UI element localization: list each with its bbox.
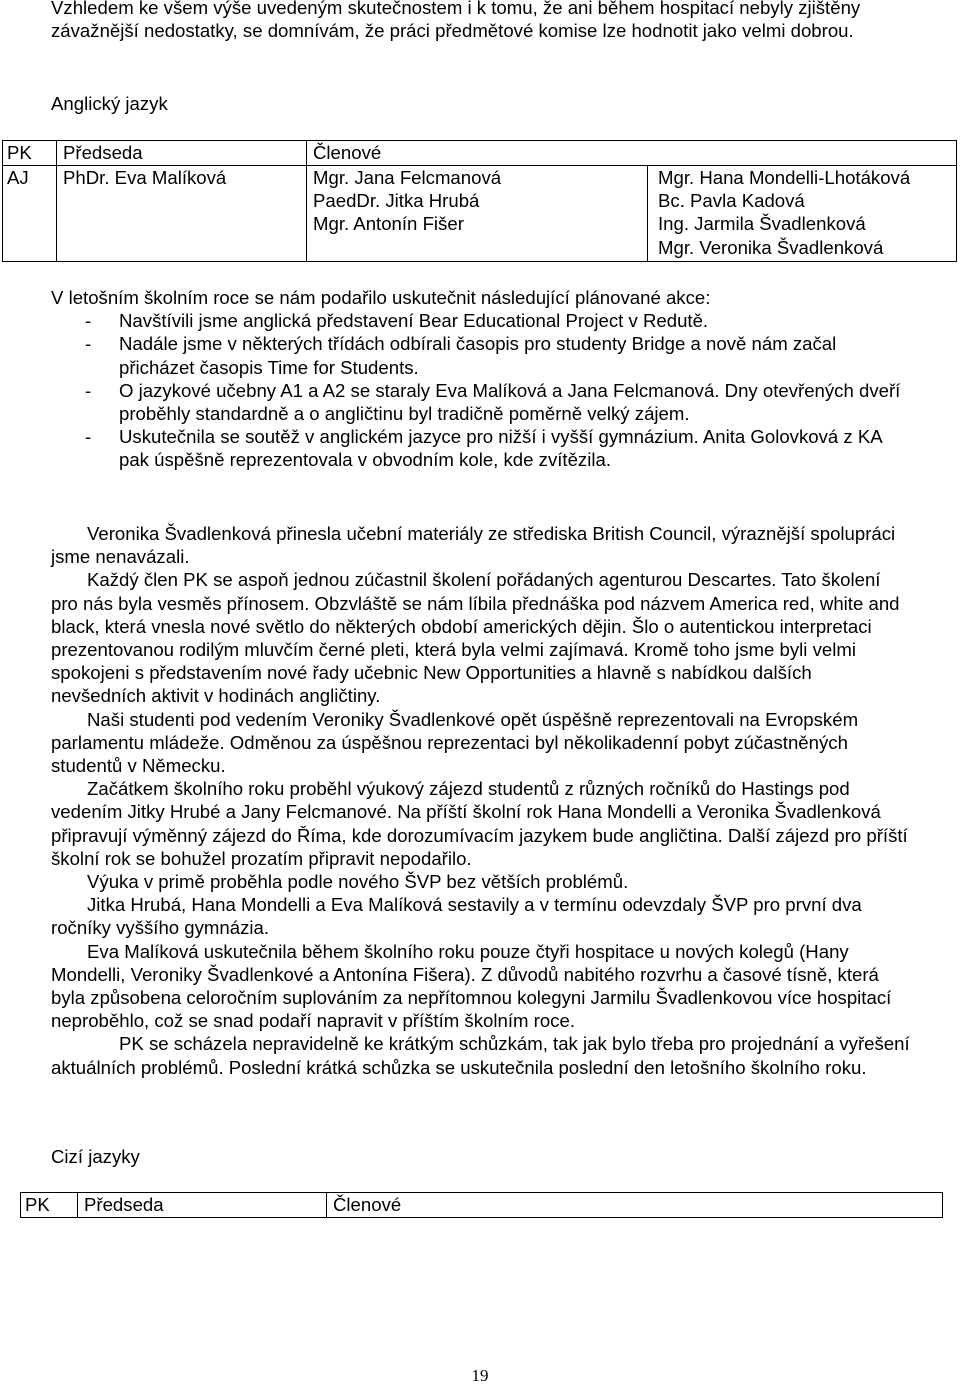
member-name: Mgr. Veronika Švadlenková	[658, 236, 884, 258]
cell-chair: PhDr. Eva Malíková	[57, 166, 307, 262]
cell-members-left	[307, 166, 648, 262]
paragraph: Eva Malíková uskutečnila během školního roku pouze čtyři hospitace u nových kolegů (Hany Mondelli, Veroniky Švadlenkové a Antonína Fišera). Z důvodů nabitého rozvrhu a časové tísně, která byla způsobena celoročním suplováním za nepřítomnou kolegyni Jarmilu Švadlenkovou více hospitací neproběhlo, což se snad podaří napravit v příštím školním roce.	[51, 940, 892, 1032]
paragraph: Začátkem školního roku proběhl výukový zájezd studentů z různých ročníků do Hastings pod vedením Jitky Hrubé a Jany Felcmanové. Na příští školní rok Hana Mondelli a Veronika Švadlenková připravují výměnný zájezd do Říma, kde dorozumívacím jazykem bude angličtina. Další zájezd pro příští školní rok se bohužel prozatím připravit nepodařilo.	[51, 778, 908, 869]
list-item: - Nadále jsme v některých třídách odbírali časopis pro studenty Bridge a nově nám začal přicházet časopis Time for Students.	[51, 332, 911, 378]
member-name: Mgr. Hana Mondelli-Lhotáková	[658, 167, 911, 188]
header-members: Členové	[327, 1193, 943, 1218]
body-paragraphs	[51, 522, 911, 1079]
header-chair: Předseda	[78, 1193, 327, 1218]
events-intro: V letošním školním roce se nám podařilo uskutečnit následující plánované akce:	[51, 287, 711, 308]
list-item: - O jazykové učebny A1 a A2 se staraly Eva Malíková a Jana Felcmanová. Dny otevřených dveří proběhly standardně a o angličtinu byl tradičně poměrně velký zájem.	[51, 379, 911, 425]
section-title-english: Anglický jazyk	[51, 93, 168, 114]
member-name: Mgr. Jana Felcmanová	[313, 167, 502, 188]
list-item: - Uskutečnila se soutěž v anglickém jazyce pro nižší i vyšší gymnázium. Anita Golovková z KA pak úspěšně reprezentovala v obvodním kole, kde zvítězila.	[51, 425, 911, 471]
table-row	[3, 166, 957, 262]
section-title-foreign-languages: Cizí jazyky	[51, 1146, 140, 1167]
member-name: Ing. Jarmila Švadlenková	[658, 213, 866, 235]
paragraph: Jitka Hrubá, Hana Mondelli a Eva Malíková sestavily a v termínu odevzdaly ŠVP pro první dva ročníky vyššího gymnázia.	[51, 894, 862, 939]
paragraph: Veronika Švadlenková přinesla učební materiály ze střediska British Council, výraznější spolupráci jsme nenavázali.	[51, 523, 896, 568]
header-members: Členové	[307, 141, 957, 166]
committee-table-english	[2, 140, 957, 262]
table-header-row	[3, 141, 957, 166]
cell-members-right	[648, 166, 957, 262]
member-name: PaedDr. Jitka Hrubá	[313, 190, 480, 212]
header-chair: Předseda	[57, 141, 307, 166]
events-list	[51, 309, 911, 471]
table-header-row	[21, 1193, 943, 1218]
paragraph: Každý člen PK se aspoň jednou zúčastnil školení pořádaných agenturou Descartes. Tato školení pro nás byla vesměs přínosem. Obzvláště se nám líbila přednáška pod názvem America red, white and black, která vnesla nové světlo do některých období amerických dějin. Šlo o autentickou interpretaci prezentovanou rodilým mluvčím černé pleti, která byla velmi zajímavá. Kromě toho jsme byli velmi spokojeni s představením nové řady učebnic New Opportunities a hlavně s nabídkou dalších nevšedních aktivit v hodinách angličtiny.	[51, 569, 900, 707]
paragraph: PK se scházela nepravidelně ke krátkým schůzkám, tak jak bylo třeba pro projednání a vyřešení aktuálních problémů. Poslední krátká schůzka se uskutečnila poslední den letošního školního roku.	[51, 1033, 910, 1078]
member-name: Mgr. Antonín Fišer	[313, 213, 464, 235]
intro-paragraph: Vzhledem ke všem výše uvedeným skutečnostem i k tomu, že ani během hospitací nebyly zjištěny závažnější nedostatky, se domnívám, že práci předmětové komise lze hodnotit jako velmi dobrou.	[51, 0, 861, 42]
member-name: Bc. Pavla Kadová	[658, 190, 805, 212]
page-number: 19	[471, 1366, 489, 1385]
committee-table-foreign-languages	[20, 1192, 943, 1218]
paragraph: Výuka v primě proběhla podle nového ŠVP bez větších problémů.	[87, 871, 629, 893]
cell-pk: AJ	[3, 166, 57, 262]
header-pk: PK	[3, 141, 57, 166]
paragraph: Naši studenti pod vedením Veroniky Švadlenkové opět úspěšně reprezentovali na Evropském parlamentu mládeže. Odměnou za úspěšnou reprezentaci byl několikadenní pobyt zúčastněných studentů v Německu.	[51, 708, 859, 777]
list-item: - Navštívili jsme anglická představení Bear Educational Project v Redutě.	[51, 309, 911, 332]
header-pk: PK	[21, 1193, 78, 1218]
events-section	[51, 286, 911, 472]
